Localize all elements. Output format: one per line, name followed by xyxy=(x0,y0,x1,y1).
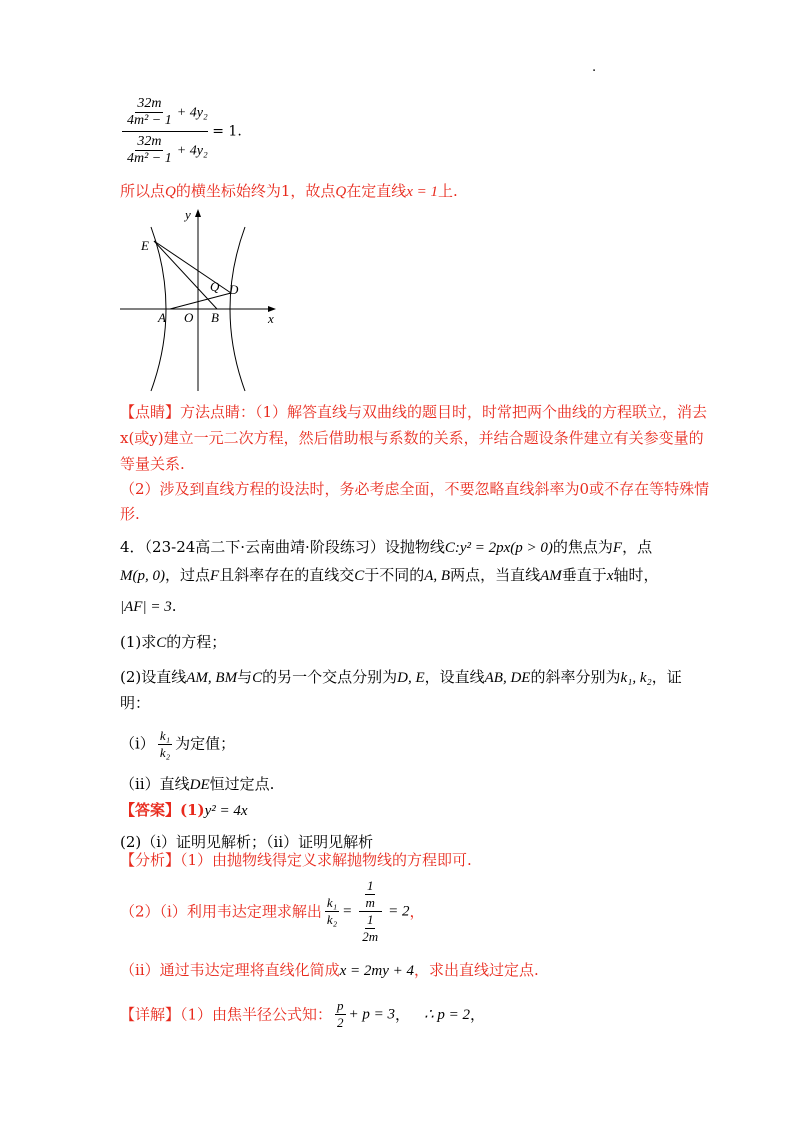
label-O: O xyxy=(184,310,194,325)
subquestion-2b: DE xyxy=(189,777,210,793)
detail-den: 2 xyxy=(337,1015,344,1030)
analysis-l2-num: k₁ xyxy=(326,895,338,910)
subquestion-1-num: k₁ xyxy=(159,728,171,743)
note-line-5: 形. xyxy=(120,505,140,523)
frac-den-b: 4m² − 1 xyxy=(127,151,172,166)
problem-l2l: 轴时， xyxy=(613,566,659,584)
question-2k: ，证 xyxy=(651,668,682,686)
analysis-l2a: （2）（ⅰ）利用韦达定理求解出 xyxy=(120,902,322,921)
problem-l2g: A, B xyxy=(424,568,451,584)
line-AD xyxy=(170,293,231,309)
conclusion-q1: Q xyxy=(165,184,176,200)
label-Q: Q xyxy=(210,279,220,294)
problem-l1c: 的焦点为 xyxy=(552,538,613,556)
analysis-l2-bigden-num: 1 xyxy=(366,912,374,927)
stray-dot: . xyxy=(592,60,597,75)
problem-l2k: x xyxy=(606,568,614,584)
question-1a: (1)求 xyxy=(120,633,157,651)
label-B: B xyxy=(211,310,219,325)
problem-l1e: ，点 xyxy=(622,538,653,556)
subquestion-1b: 为定值； xyxy=(175,734,236,753)
analysis-l2-den: k₂ xyxy=(326,912,338,927)
problem-l2a: M(p, 0) xyxy=(120,568,165,584)
subquestion-2c: 恒过定点. xyxy=(209,775,275,793)
question-2-line-2: 明： xyxy=(120,694,151,712)
question-2j: k₁, k₂ xyxy=(620,670,652,686)
analysis-l3-eq: x = 2my + 4 xyxy=(339,963,415,979)
frac-num-b: 32m xyxy=(137,134,162,149)
note-line-1: 【点睛】方法点睛：（1）解答直线与双曲线的题目时，时常把两个曲线的方程联立，消去 xyxy=(120,403,708,421)
hyperbola-figure xyxy=(118,205,288,395)
problem-l2b: ，过点 xyxy=(165,566,211,584)
problem-l2h: 两点，当直线 xyxy=(450,566,541,584)
problem-line-3 xyxy=(120,596,176,617)
conclusion-eq: x = 1 xyxy=(406,184,439,200)
question-2a: (2)设直线 xyxy=(120,668,187,686)
analysis-l3a: （ⅱ）通过韦达定理将直线化简成 xyxy=(120,961,340,979)
problem-line-2 xyxy=(120,565,658,586)
question-2-line-1 xyxy=(120,667,682,688)
subquestion-2a: （ⅱ）直线 xyxy=(120,775,190,793)
analysis-l2-bignum-den: m xyxy=(365,895,375,910)
subquestion-2 xyxy=(120,774,274,795)
frac-tail: . xyxy=(237,123,242,140)
conclusion-t2: 的横坐标始终为1，故点 xyxy=(175,182,336,200)
analysis-l3b: ，求出直线过定点. xyxy=(414,961,539,979)
compound-fraction xyxy=(122,96,242,167)
problem-l2e: C xyxy=(354,568,365,584)
conclusion-t1: 所以点 xyxy=(120,182,166,200)
problem-l2c: F xyxy=(210,568,220,584)
analysis-l2-bignum: 1 xyxy=(366,878,374,893)
problem-l2d: 且斜率存在的直线交 xyxy=(219,566,355,584)
label-A: A xyxy=(158,310,166,325)
problem-l1a: 4．（23-24高二下·云南曲靖·阶段练习）设抛物线 xyxy=(120,538,445,556)
problem-l1b: C:y² = 2px(p > 0) xyxy=(444,540,553,556)
problem-l3b: . xyxy=(171,597,177,615)
question-1c: 的方程； xyxy=(166,633,227,651)
question-2d: C xyxy=(252,670,263,686)
question-2e: 的另一个交点分别为 xyxy=(262,668,398,686)
detail-e: ， xyxy=(469,1005,485,1024)
detail-b: + p = 3 xyxy=(348,1006,396,1023)
question-2i: 的斜率分别为 xyxy=(530,668,621,686)
problem-line-1 xyxy=(120,537,652,558)
detail-d: ∴ p = 2 xyxy=(424,1006,470,1023)
question-2g: ，设直线 xyxy=(424,668,485,686)
question-2b: AM, BM xyxy=(186,670,238,686)
analysis-l2-tail: ， xyxy=(409,902,425,921)
analysis-line-3 xyxy=(120,960,539,981)
note-line-3: 等量关系. xyxy=(120,455,185,473)
note-line-2: x(或y)建立一元二次方程，然后借助根与系数的关系，并结合题设条件建立有关参变量的 xyxy=(120,429,704,447)
frac-plus-b: + 4y₂ xyxy=(176,143,208,159)
subquestion-1-den: k₂ xyxy=(159,745,171,760)
subquestion-1a: （ⅰ） xyxy=(120,734,155,753)
question-2f: D, E xyxy=(397,670,425,686)
question-2h: AB, DE xyxy=(484,670,531,686)
label-E: E xyxy=(141,238,149,253)
conclusion-line xyxy=(120,181,458,202)
label-x: x xyxy=(268,311,274,326)
detail-c: ， xyxy=(395,1005,411,1024)
detail-num: p xyxy=(337,998,344,1013)
label-D: D xyxy=(229,282,239,297)
answer-label: 【答案】(1) xyxy=(120,801,205,819)
question-1b: C xyxy=(156,635,167,651)
problem-l2j: 垂直于 xyxy=(561,566,607,584)
label-y: y xyxy=(185,207,191,222)
problem-l2i: AM xyxy=(540,568,562,584)
y-axis-arrow xyxy=(195,209,201,217)
detail-line xyxy=(120,998,485,1031)
conclusion-t3: 在定直线 xyxy=(346,182,407,200)
note-line-4: （2）涉及到直线方程的设法时，务必考虑全面，不要忽略直线斜率为0或不存在等特殊情 xyxy=(120,480,710,498)
frac-num-a: 32m xyxy=(137,96,162,111)
analysis-l2-bigden-den: 2m xyxy=(362,929,379,944)
question-2c: 与 xyxy=(237,668,253,686)
analysis-l2-eq: = xyxy=(342,903,353,920)
conclusion-t4: 上. xyxy=(438,182,458,200)
question-1 xyxy=(120,632,226,653)
analysis-line-1: 【分析】（1）由抛物线得定义求解抛物线的方程即可. xyxy=(120,851,472,869)
problem-l1d: F xyxy=(612,540,623,556)
frac-plus-a: + 4y₂ xyxy=(176,105,208,121)
line-ED xyxy=(154,241,231,293)
answer-line-1 xyxy=(120,800,248,821)
frac-den-a: 4m² − 1 xyxy=(127,113,172,128)
conclusion-q2: Q xyxy=(335,184,347,200)
answer-line-2: (2)（ⅰ）证明见解析；（ⅱ）证明见解析 xyxy=(120,833,374,851)
problem-l2f: 于不同的 xyxy=(364,566,425,584)
analysis-l2-result: = 2 xyxy=(388,903,410,920)
problem-l3a: |AF| = 3 xyxy=(120,599,172,615)
frac-equals: = 1 xyxy=(212,123,238,140)
detail-a: 【详解】（1）由焦半径公式知： xyxy=(120,1005,333,1024)
subquestion-1 xyxy=(120,728,235,761)
answer-eq: y² = 4x xyxy=(204,803,248,819)
analysis-line-2 xyxy=(120,878,425,945)
